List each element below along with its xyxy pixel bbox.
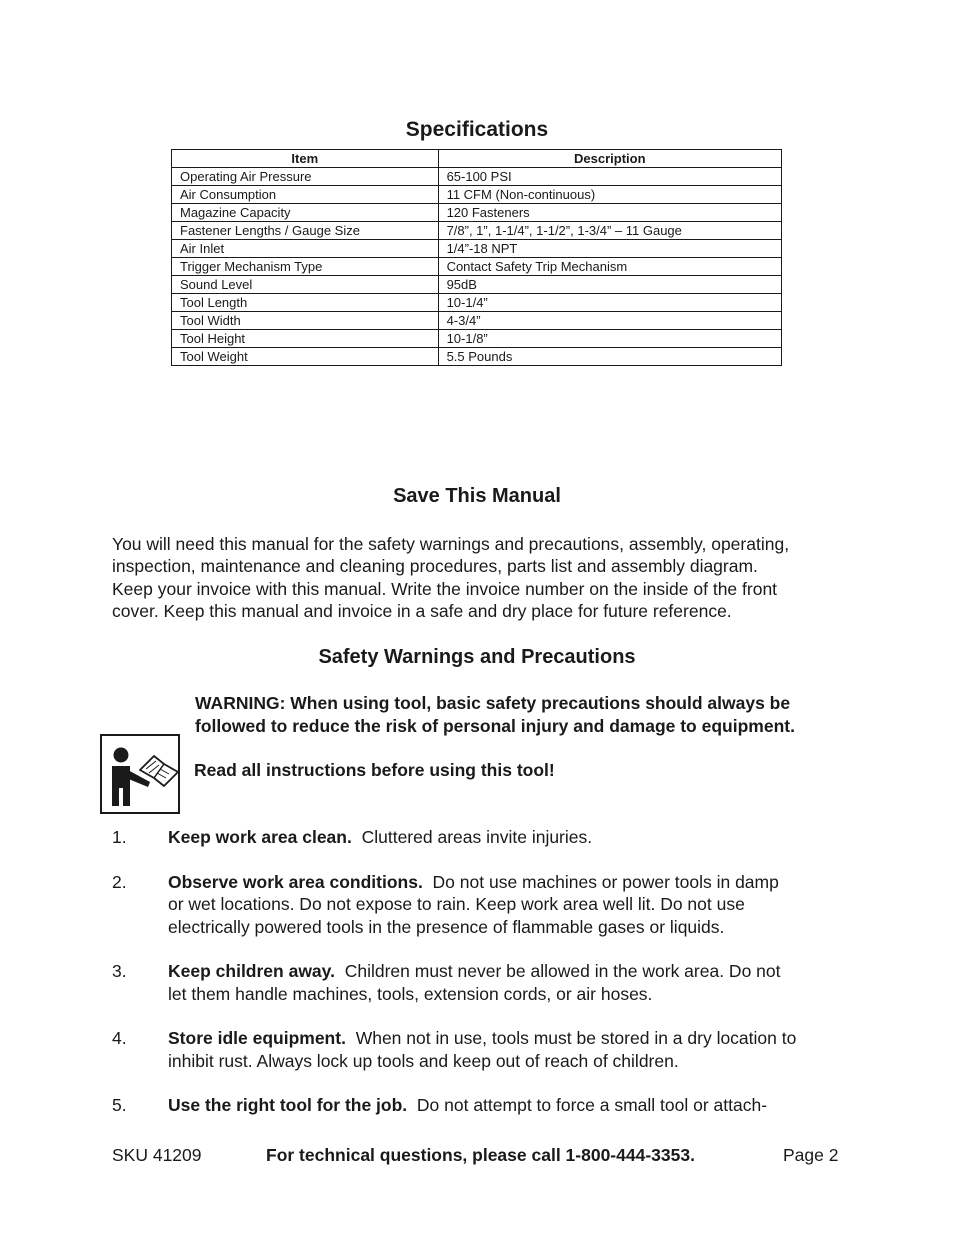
paragraph-line: You will need this manual for the safety warnings and precautions, assembly, operating, (112, 534, 790, 554)
table-row (172, 294, 782, 312)
specifications-table (171, 149, 782, 366)
spec-item: Air Consumption (172, 186, 439, 204)
item-text: Cluttered areas invite injuries. (361, 827, 593, 847)
list-item (112, 1094, 872, 1117)
table-row (172, 186, 782, 204)
page-number: Page 2 (783, 1145, 839, 1165)
warning-line: WARNING: When using tool, basic safety precautions should always be (195, 693, 791, 713)
list-item (112, 1027, 872, 1072)
paragraph-line: inspection, maintenance and cleaning procedures, parts list and assembly diagram. (112, 556, 758, 577)
item-heading: Store idle equipment. (168, 1028, 346, 1048)
table-row (172, 348, 782, 366)
spec-item: Tool Height (172, 330, 439, 348)
table-row (172, 204, 782, 222)
item-number: 3. (112, 961, 127, 981)
paragraph-line: Keep your invoice with this manual. Write the invoice number on the inside of the front (112, 578, 778, 599)
read-instructions-notice: Read all instructions before using this tool! (194, 760, 555, 780)
safety-list (112, 826, 872, 1139)
spec-description: 10-1/4” (438, 294, 781, 312)
spec-description: 10-1/8” (438, 330, 781, 348)
item-heading: Observe work area conditions. (168, 871, 423, 892)
table-row (172, 168, 782, 186)
table-header-row (172, 150, 782, 168)
item-text: Do not attempt to force a small tool or attach- (416, 1095, 768, 1115)
spec-description: 11 CFM (Non-continuous) (438, 186, 781, 204)
item-heading: Use the right tool for the job. (168, 1095, 408, 1115)
table-row (172, 222, 782, 240)
column-header-item: Item (172, 150, 439, 168)
spec-description: 4-3/4” (438, 312, 781, 330)
warning-line: followed to reduce the risk of personal injury and damage to equipment. (195, 716, 795, 736)
read-manual-icon (100, 734, 180, 814)
table-row (172, 240, 782, 258)
spec-description: Contact Safety Trip Mechanism (438, 258, 781, 276)
spec-item: Tool Length (172, 294, 439, 312)
table-row (172, 276, 782, 294)
paragraph-line: cover. Keep this manual and invoice in a safe and dry place for future reference. (112, 600, 732, 621)
spec-item: Air Inlet (172, 240, 439, 258)
spec-item: Sound Level (172, 276, 439, 294)
spec-item: Trigger Mechanism Type (172, 258, 439, 276)
sku-number: SKU 41209 (112, 1145, 202, 1165)
person-reading-icon (106, 742, 178, 810)
item-text: When not in use, tools must be stored in a dry location to (355, 1028, 797, 1048)
technical-support-phone: For technical questions, please call 1-800-444-3353. (266, 1145, 695, 1165)
spec-description: 120 Fasteners (438, 204, 781, 222)
item-text: electrically powered tools in the presence of flammable gases or liquids. (168, 916, 725, 937)
warning-text (195, 692, 875, 738)
spec-item: Magazine Capacity (172, 204, 439, 222)
item-number: 2. (112, 871, 127, 892)
spec-item: Fastener Lengths / Gauge Size (172, 222, 439, 240)
item-number: 4. (112, 1028, 127, 1048)
spec-item: Tool Weight (172, 348, 439, 366)
item-text: or wet locations. Do not expose to rain. Keep work area well lit. Do not use (168, 894, 745, 914)
list-item (112, 960, 872, 1005)
item-text: Do not use machines or power tools in damp (432, 871, 779, 892)
spec-description: 5.5 Pounds (438, 348, 781, 366)
item-heading: Keep work area clean. (168, 827, 352, 847)
spec-description: 1/4”-18 NPT (438, 240, 781, 258)
table-row (172, 330, 782, 348)
table-row (172, 312, 782, 330)
save-manual-heading: Save This Manual (393, 485, 561, 507)
spec-item: Operating Air Pressure (172, 168, 439, 186)
list-item (112, 871, 872, 939)
item-text: let them handle machines, tools, extension cords, or air hoses. (168, 983, 653, 1004)
spec-item: Tool Width (172, 312, 439, 330)
save-manual-paragraph (112, 533, 852, 622)
spec-description: 7/8”, 1”, 1-1/4”, 1-1/2”, 1-3/4” – 11 Gauge (438, 222, 781, 240)
safety-heading: Safety Warnings and Precautions (318, 646, 636, 668)
list-item (112, 826, 872, 849)
item-text: Children must never be allowed in the work area. Do not (344, 961, 781, 981)
column-header-description: Description (438, 150, 781, 168)
item-heading: Keep children away. (168, 961, 335, 981)
spec-description: 95dB (438, 276, 781, 294)
item-text: inhibit rust. Always lock up tools and keep out of reach of children. (168, 1050, 679, 1071)
item-number: 1. (112, 827, 127, 847)
table-row (172, 258, 782, 276)
item-number: 5. (112, 1095, 127, 1115)
specifications-heading: Specifications (405, 118, 549, 141)
spec-description: 65-100 PSI (438, 168, 781, 186)
